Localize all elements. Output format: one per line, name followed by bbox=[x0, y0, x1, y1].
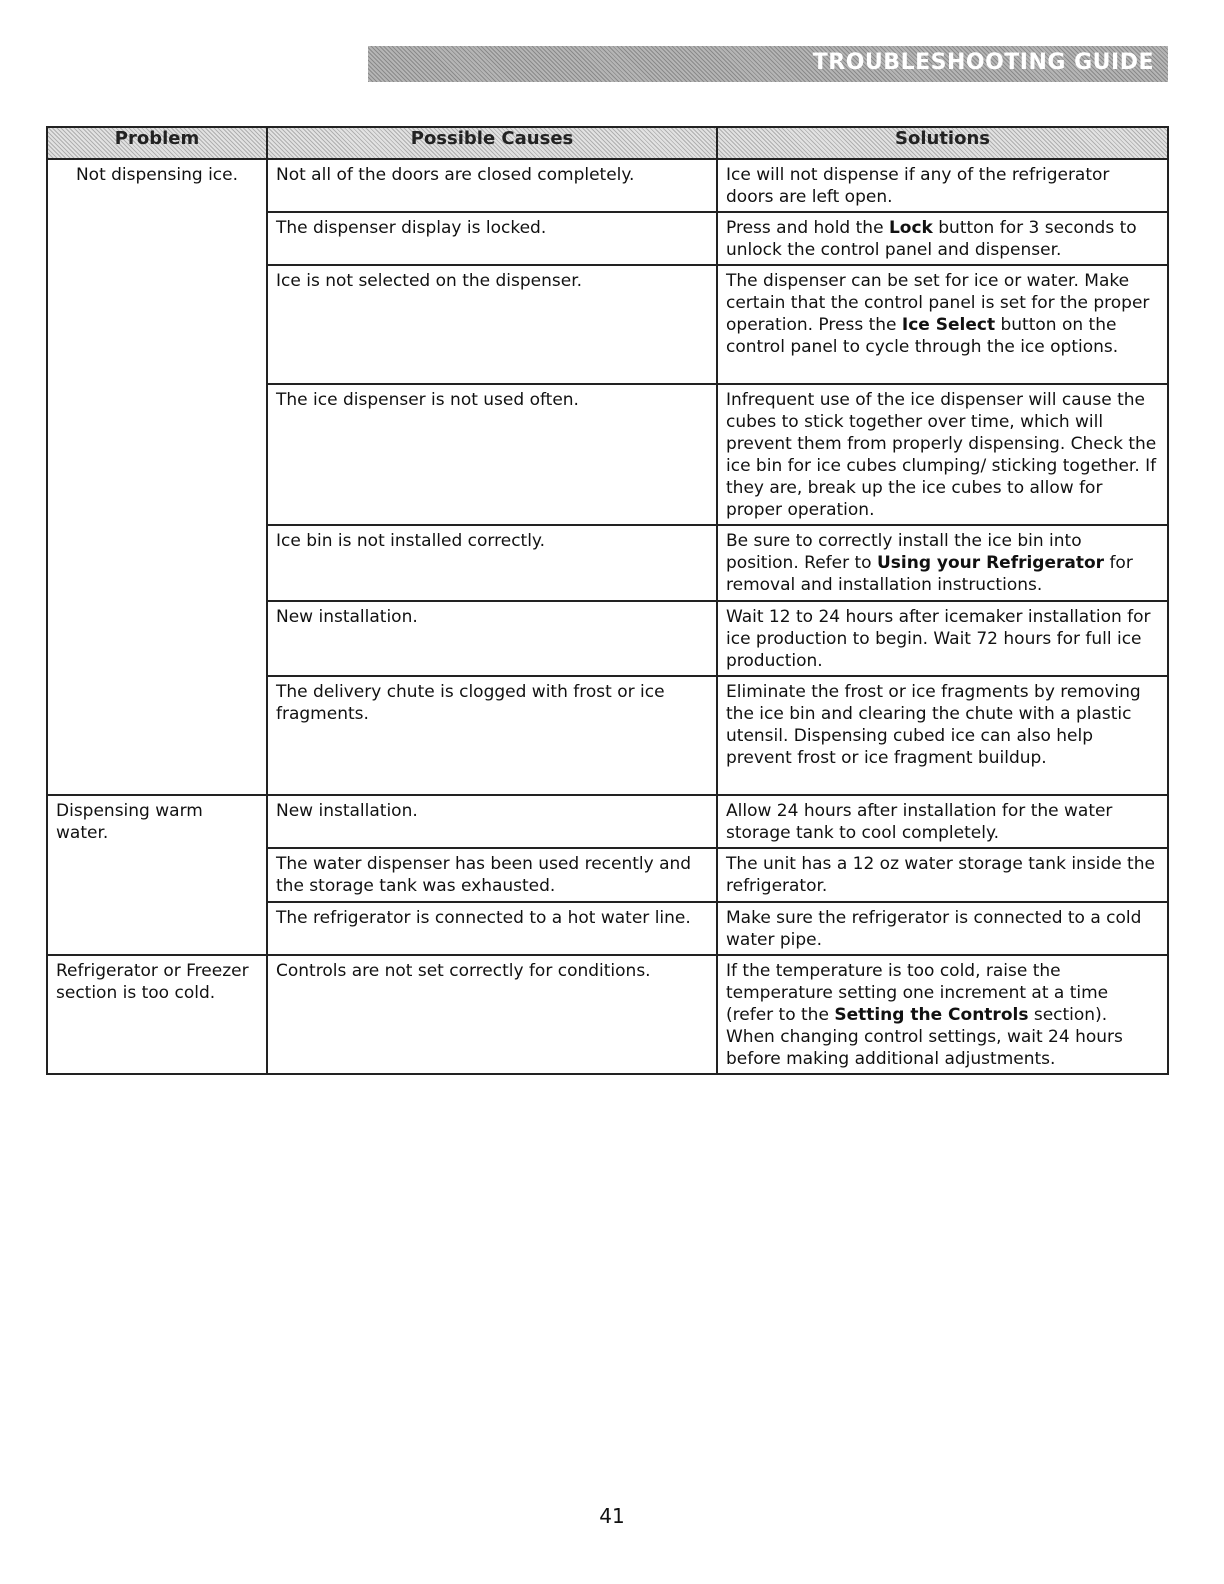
cause-cell: The refrigerator is connected to a hot water line. bbox=[267, 902, 717, 955]
solution-cell bbox=[717, 848, 1168, 902]
cause-cell: The dispenser display is locked. bbox=[267, 212, 717, 265]
solution-bold-reference: Using your Refrigerator bbox=[876, 553, 1105, 573]
problem-cell: Refrigerator or Freezer section is too cold. bbox=[47, 955, 267, 1074]
solution-cell bbox=[717, 676, 1168, 795]
cause-cell: The ice dispenser is not used often. bbox=[267, 384, 717, 525]
solution-text: If the temperature is too cold, raise the temperature setting one increment at a time (refer to the bbox=[726, 961, 1109, 1025]
solution-text: Allow 24 hours after installation for the water storage tank to cool completely. bbox=[726, 801, 1113, 843]
page-number: 41 bbox=[599, 1504, 625, 1528]
solution-bold-reference: Setting the Controls bbox=[834, 1005, 1029, 1025]
column-header-problem: Problem bbox=[47, 127, 267, 159]
cause-cell: Ice is not selected on the dispenser. bbox=[267, 265, 717, 384]
column-header-solutions: Solutions bbox=[717, 127, 1168, 159]
column-header-causes: Possible Causes bbox=[267, 127, 717, 159]
solution-text: Make sure the refrigerator is connected to a cold water pipe. bbox=[726, 908, 1142, 950]
solution-cell bbox=[717, 265, 1168, 384]
solution-bold-reference: Lock bbox=[888, 218, 933, 238]
cause-cell: Not all of the doors are closed completely. bbox=[267, 159, 717, 212]
solution-cell bbox=[717, 212, 1168, 265]
solution-text: for removal and installation instructions. bbox=[726, 553, 1133, 595]
cause-cell: New installation. bbox=[267, 601, 717, 676]
solution-text: section). When changing control settings, wait 24 hours before making additional adjustments. bbox=[726, 1005, 1123, 1069]
solution-cell bbox=[717, 902, 1168, 955]
table-row bbox=[47, 795, 1168, 848]
problem-cell: Not dispensing ice. bbox=[47, 159, 267, 795]
cause-cell: The delivery chute is clogged with frost or ice fragments. bbox=[267, 676, 717, 795]
cause-cell: Controls are not set correctly for conditions. bbox=[267, 955, 717, 1074]
solution-text: button on the control panel to cycle through the ice options. bbox=[726, 315, 1119, 357]
problem-cell: Dispensing warm water. bbox=[47, 795, 267, 955]
section-title: TROUBLESHOOTING GUIDE bbox=[812, 50, 1154, 75]
solution-cell bbox=[717, 795, 1168, 848]
cause-cell: Ice bin is not installed correctly. bbox=[267, 525, 717, 601]
solution-text: Press and hold the bbox=[726, 218, 889, 238]
solution-cell bbox=[717, 955, 1168, 1074]
solution-text: Wait 12 to 24 hours after icemaker installation for ice production to begin. Wait 72 hours for full ice production. bbox=[726, 607, 1151, 671]
table-row bbox=[47, 955, 1168, 1074]
solution-text: The unit has a 12 oz water storage tank inside the refrigerator. bbox=[726, 854, 1155, 896]
cause-cell: The water dispenser has been used recently and the storage tank was exhausted. bbox=[267, 848, 717, 902]
troubleshooting-table bbox=[46, 126, 1169, 1075]
solution-bold-reference: Ice Select bbox=[901, 315, 996, 335]
solution-cell bbox=[717, 384, 1168, 525]
section-banner bbox=[368, 46, 1168, 82]
solution-text: button for 3 seconds to unlock the control panel and dispenser. bbox=[726, 218, 1137, 260]
solution-text: Infrequent use of the ice dispenser will cause the cubes to stick together over time, which will prevent them from properly dispensing. Check the ice bin for ice cubes clumping/ sticking together. If they are, break up the ice cubes to allow for proper operation. bbox=[726, 390, 1157, 520]
solution-text: The dispenser can be set for ice or water. Make certain that the control panel is set for the proper operation. Press the bbox=[726, 271, 1150, 335]
solution-text: Eliminate the frost or ice fragments by removing the ice bin and clearing the chute with a plastic utensil. Dispensing cubed ice can also help prevent frost or ice fragment buildup. bbox=[726, 682, 1141, 768]
table-header-row bbox=[47, 127, 1168, 159]
solution-cell bbox=[717, 525, 1168, 601]
solution-cell bbox=[717, 159, 1168, 212]
cause-cell: New installation. bbox=[267, 795, 717, 848]
table-row bbox=[47, 159, 1168, 212]
solution-cell bbox=[717, 601, 1168, 676]
solution-text: Ice will not dispense if any of the refrigerator doors are left open. bbox=[726, 165, 1110, 207]
solution-text: Be sure to correctly install the ice bin into position. Refer to bbox=[726, 531, 1082, 573]
